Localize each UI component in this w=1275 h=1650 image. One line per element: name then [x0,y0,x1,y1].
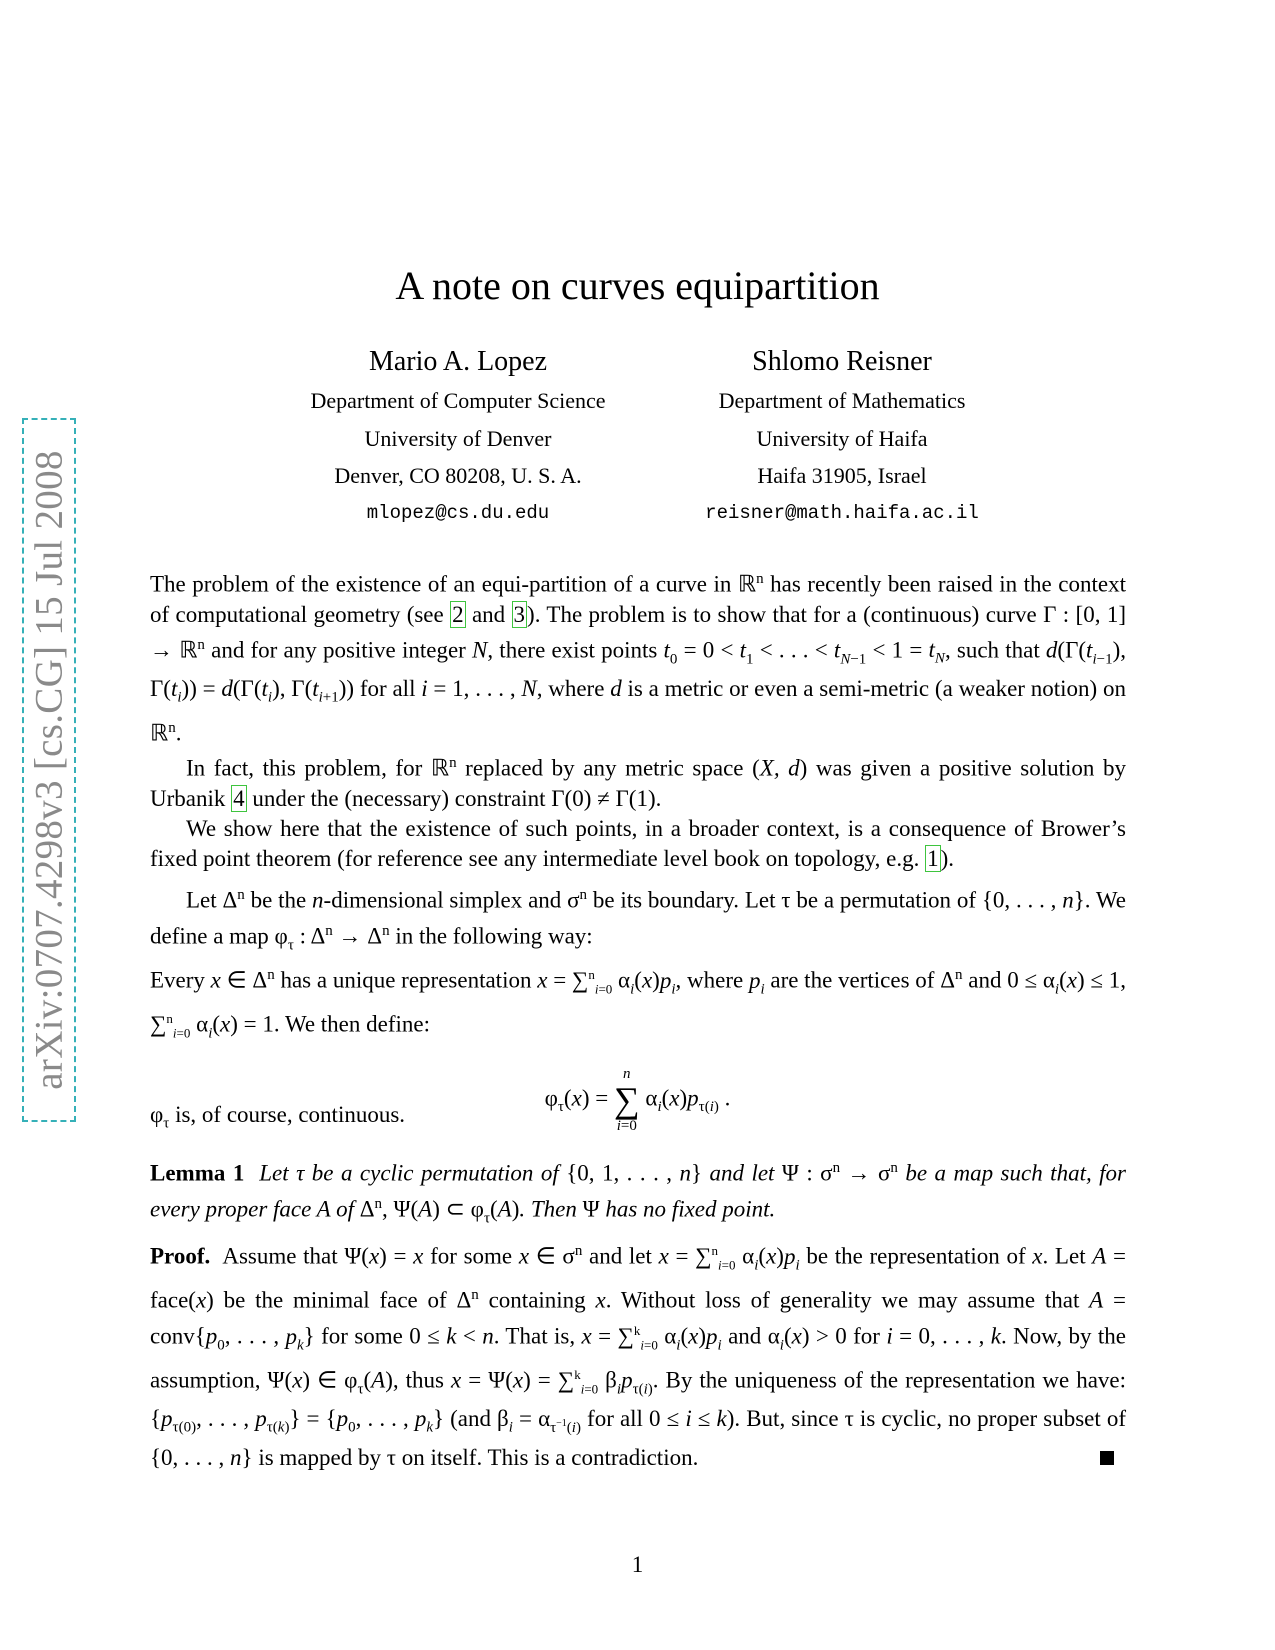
author-department: Department of Computer Science [310,388,606,413]
author-name: Shlomo Reisner [752,346,932,377]
lemma-label: Lemma 1 [150,1160,245,1186]
paragraph-brower: We show here that the existence of such points, in a broader context, is a consequence of Brower’s fixed point theorem (for reference see any intermediate level book on topology, e.g. 1). [150,815,1126,871]
intro-section [150,564,1126,874]
paragraph-representation: Every x ∈ $\Delta^n$ has a unique representation x = ∑$^n_{i=0}$ $\alpha_i(x)p_i$, where $p_i$ are the vertices of $\Delta^n$ and $0 \le \alpha_i(x) \le 1$, ∑$^n_{i=0}$ $\alpha_i(x) = 1$. We then define: [150,966,1126,1042]
equation-phi-tau: $\varphi_\tau(x)$ = n ∑ i=0 $\alpha_i(x)p_{\tau(i)}$ . [544,1066,731,1134]
citation-link[interactable]: 1 [927,845,939,871]
author-department: Department of Mathematics [718,388,966,413]
paragraph-urbanik: In fact, this problem, for ℝ$^n$ replaced by any metric space (X, d) was given a positive solution by Urbanik 4 under the (necessary) constraint Γ(0) ≠ Γ(1). [150,755,1126,811]
lemma-1: Lemma 1 Let τ be a cyclic permutation of {0, 1, . . . , n} and let Ψ : $\sigma^n \to \sigma^n$ be a map such that, for every proper face A of $\Delta^n$, Ψ(A) ⊂ $\varphi_\tau(A)$. Then Ψ has no fixed point. [150,1160,1127,1226]
author-email[interactable]: mlopez@cs.du.edu [366,501,550,524]
continuity-note: $\varphi_\tau$ is, of course, continuous. [150,1102,406,1132]
qed-square-icon [1100,1451,1114,1465]
author-address: Haifa 31905, Israel [757,463,927,488]
author-name: Mario A. Lopez [368,346,548,377]
author-block-reisner [632,342,1052,532]
citation-link[interactable]: 4 [233,785,245,811]
author-university: University of Haifa [756,425,928,451]
citation-link[interactable]: 3 [513,601,526,627]
simplex-section [150,880,1126,1048]
author-email[interactable]: reisner@math.haifa.ac.il [705,501,979,524]
page-number: 1 [631,1552,644,1577]
arxiv-stamp-text: arXiv:0707.4298v3 [cs.CG] 15 Jul 2008 [27,450,71,1090]
paragraph-simplex: Let $\Delta^n$ be the n-dimensional simplex and $\sigma^n$ be its boundary. Let τ be a permutation of {0, . . . , n}. We define a map $\varphi_\tau$ : $\Delta^n \to \Delta^n$ in the following way: [150,887,1127,953]
author-university: University of Denver [364,425,552,451]
citation-link[interactable]: 2 [452,601,464,627]
paragraph-intro: The problem of the existence of an equi-partition of a curve in ℝ$^n$ has recently been raised in the context of computational geometry (see 2 and 3). The problem is to show that for a (continuous) curve Γ : [0, 1] → ℝ$^n$ and for any positive integer N, there exist points $t_0 = 0 < t_1$ < . . . < $t_{N-1} < 1 = t_N$, such that $d(\Gamma(t_{i-1})$, $\Gamma(t_i)) = d(\Gamma(t_i)$, $\Gamma(t_{i+1})$) for all i = 1, . . . , N, where d is a metric or even a semi-metric (a weaker notion) on ℝ$^n$. [150,571,1126,746]
arxiv-stamp [22,418,76,1122]
proof-section: Proof. Assume that Ψ(x) = x for some x ∈ $\sigma^n$ and let x = ∑$^n_{i=0}$ $\alpha_i(x)p_i$ be the representation of x. Let A = face(x) be the minimal face of $\Delta^n$ containing x. Without loss of generality we may assume that $A = conv\{p_0$, . . . , $p_k$} for some 0 ≤ k < n. That is, x = ∑$^k_{i=0}$ $\alpha_i(x)p_i$ and $\alpha_i(x) > 0$ for i = 0, . . . , k. Now, by the assumption, Ψ(x) ∈ $\varphi_\tau(A)$, thus x = Ψ(x) = ∑$^k_{i=0}$ $\beta_ip_{\tau(i)}$. By the uniqueness of the representation we have: {$p_{\tau(0)}$, . . . , $p_{\tau(k)}\} = \{p_0$, . . . , $p_k$} (and $\beta_i = \alpha_{\tau^{-1}(i)}$ for all 0 ≤ i ≤ k). But, since τ is cyclic, no proper subset of {0, . . . , n} is mapped by τ on itself. This is a contradiction. [150,1243,1127,1470]
paper-title: A note on curves equipartition [395,263,880,308]
proof-label: Proof. [150,1243,211,1269]
author-block-lopez [248,342,668,532]
author-address: Denver, CO 80208, U. S. A. [334,463,582,488]
